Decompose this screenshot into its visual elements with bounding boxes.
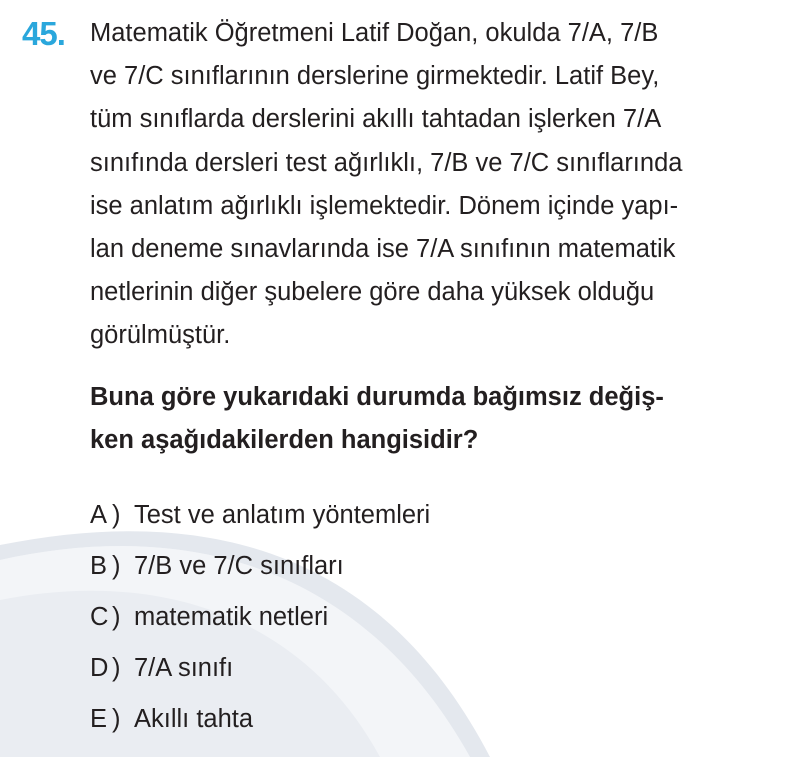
option-paren: ) <box>112 603 121 632</box>
answer-options <box>90 490 782 745</box>
stem-line: görülmüştür. <box>90 321 231 350</box>
stem-line: tüm sınıflarda derslerini akıllı tahtadan işlerken 7/A <box>90 105 662 134</box>
option-paren: ) <box>112 501 121 530</box>
option-letter: D <box>90 654 109 683</box>
option-b[interactable] <box>90 541 782 592</box>
question-stem <box>90 12 782 358</box>
stem-line: Matematik Öğretmeni Latif Doğan, okulda 7/A, 7/B <box>90 19 659 47</box>
option-text: Akıllı tahta <box>134 705 254 734</box>
stem-line: ise anlatım ağırlıklı işlemektedir. Dönem içinde yapı- <box>90 191 679 220</box>
option-letter: C <box>90 603 109 632</box>
option-letter: E <box>90 705 108 734</box>
option-paren: ) <box>112 654 121 683</box>
question-block <box>22 12 782 745</box>
prompt-line: Buna göre yukarıdaki durumda bağımsız değiş- <box>90 382 664 411</box>
stem-line: lan deneme sınavlarında ise 7/A sınıfının matematik <box>90 235 676 264</box>
stem-line: netlerinin diğer şubelere göre daha yüksek olduğu <box>90 278 655 307</box>
question-prompt <box>90 376 782 462</box>
option-letter: A <box>90 501 108 530</box>
option-text: Test ve anlatım yöntemleri <box>134 501 431 530</box>
option-text: matematik netleri <box>134 603 329 632</box>
option-letter: B <box>90 552 108 581</box>
stem-line: sınıfında dersleri test ağırlıklı, 7/B ve 7/C sınıflarında <box>90 148 683 177</box>
option-d[interactable] <box>90 643 782 694</box>
option-paren: ) <box>112 552 121 581</box>
option-text: 7/B ve 7/C sınıfları <box>134 552 344 581</box>
option-paren: ) <box>112 705 121 734</box>
question-number: 45. <box>22 15 65 52</box>
prompt-line: ken aşağıdakilerden hangisidir? <box>90 425 479 454</box>
stem-line: ve 7/C sınıflarının derslerine girmektedir. Latif Bey, <box>90 62 660 91</box>
option-e[interactable] <box>90 694 782 745</box>
option-a[interactable] <box>90 490 782 541</box>
option-c[interactable] <box>90 592 782 643</box>
option-text: 7/A sınıfı <box>134 654 234 683</box>
